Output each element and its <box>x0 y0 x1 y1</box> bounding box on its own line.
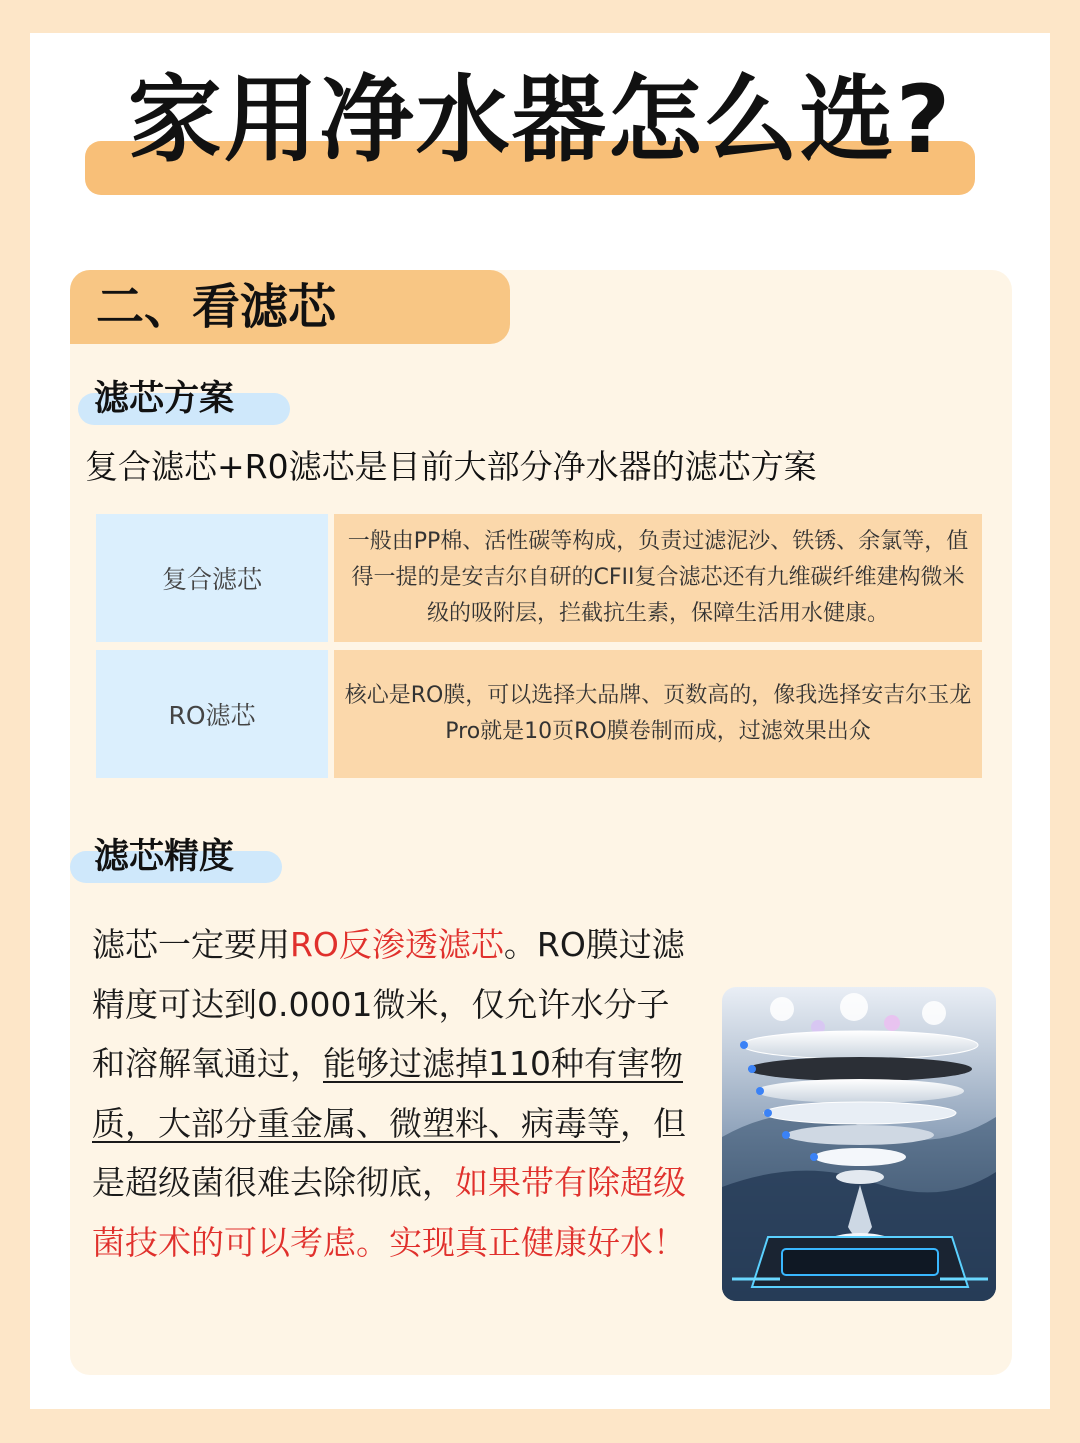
para-underline: 能够过滤掉110种有害物质，大部分重金属、微塑料、病毒等 <box>92 1044 683 1143</box>
precision-paragraph <box>92 915 702 1272</box>
para-highlight-ro: RO反渗透滤芯 <box>290 925 504 964</box>
table-row-1-desc: 一般由PP棉、活性碳等构成，负责过滤泥沙、铁锈、余氯等，值得一提的是安吉尔自研的CFII复合滤芯还有九维碳纤维建构微米级的吸附层，拦截抗生素，保障生活用水健康。 <box>334 514 982 642</box>
para-text-1: 滤芯一定要用 <box>92 925 290 964</box>
table-row-2-desc: 核心是RO膜，可以选择大品牌、页数高的，像我选择安吉尔玉龙Pro就是10页RO膜卷制而成，过滤效果出众 <box>334 650 982 778</box>
scheme-intro: 复合滤芯+R0滤芯是目前大部分净水器的滤芯方案 <box>85 447 817 486</box>
section-tab <box>70 270 510 344</box>
precision-heading: 滤芯精度 <box>94 837 235 877</box>
filter-layers-illustration <box>722 987 996 1301</box>
para-text-2: 。RO膜过滤精度可达到0.0001微米，仅允许水分子和溶解氧通过， <box>92 925 685 1083</box>
page-panel <box>30 33 1050 1409</box>
table-row-1-name: 复合滤芯 <box>96 514 328 642</box>
content-card <box>70 270 1012 1375</box>
para-text-3: ，但是超级菌很难去除彻底， <box>92 1103 686 1202</box>
para-highlight-conclusion: 如果带有除超级菌技术的可以考虑。实现真正健康好水！ <box>92 1163 686 1262</box>
scheme-heading: 滤芯方案 <box>94 379 235 419</box>
table-row-2-name: RO滤芯 <box>96 650 328 778</box>
page-title: 家用净水器怎么选? <box>127 66 953 175</box>
section-title: 二、看滤芯 <box>96 279 337 335</box>
